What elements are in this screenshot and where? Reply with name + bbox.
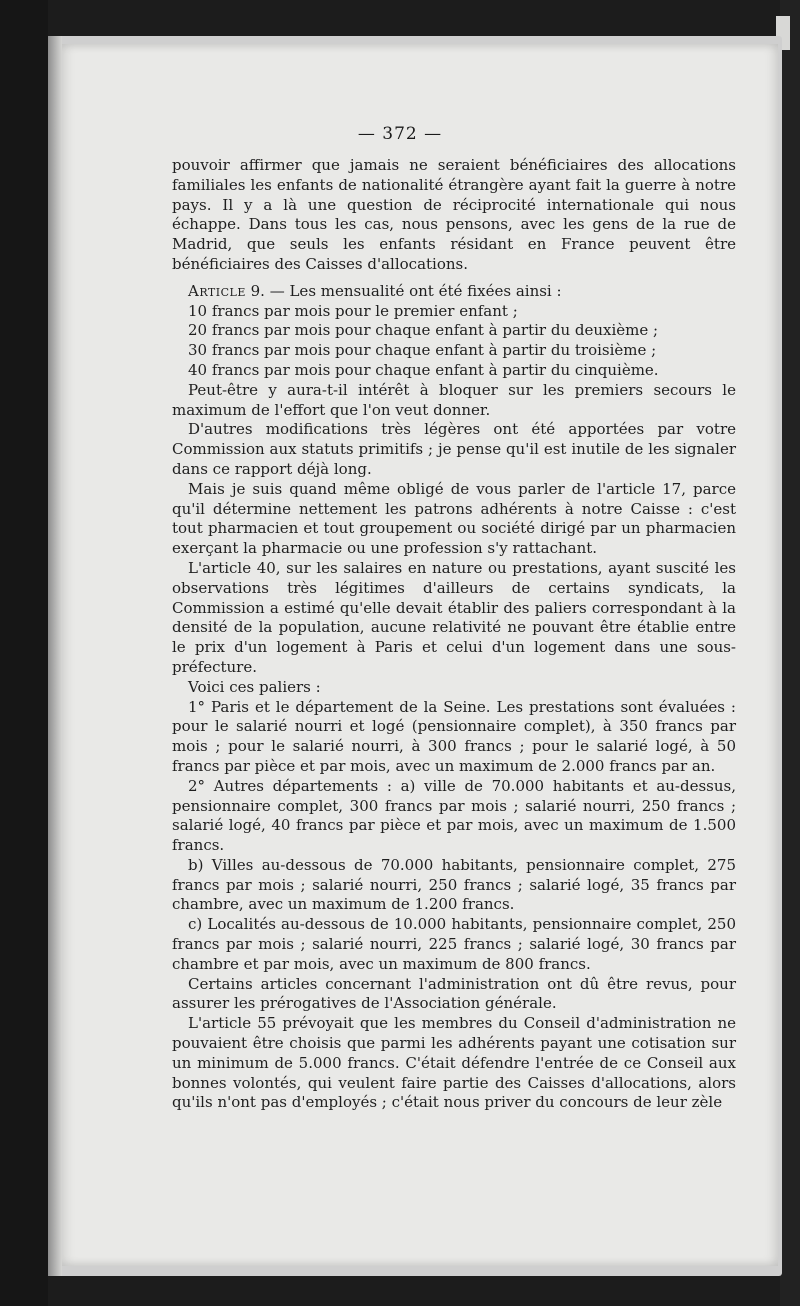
- scan-background-right: [780, 0, 800, 1306]
- list-item: 30 francs par mois pour chaque enfant à partir du troisième ;: [188, 341, 657, 360]
- body-text: [172, 156, 736, 1113]
- list-item: 20 francs par mois pour chaque enfant à partir du deuxième ;: [188, 321, 659, 340]
- list-item: 40 francs par mois pour chaque enfant à partir du cinquième.: [188, 360, 659, 379]
- article-label: Article: [188, 281, 246, 300]
- scan-background-left: [0, 0, 48, 1306]
- paragraph: Mais je suis quand même obligé de vous parler de l'article 17, parce qu'il détermine nettement les patrons adhérents à notre Caisse : c'est tout pharmacien et tout groupement ou société dirigé par un pharmacien exerçant la pharmacie ou une profession s'y rattachant.: [172, 479, 736, 558]
- paragraph: D'autres modifications très légères ont été apportées par votre Commission aux statuts primitifs ; je pense qu'il est inutile de les signaler dans ce rapport déjà long.: [172, 420, 736, 478]
- paragraph: L'article 40, sur les salaires en nature ou prestations, ayant suscité les observations très légitimes d'ailleurs de certains syndicats, la Commission a estimé qu'elle devait établir des paliers correspondant à la densité de la population, aucune relativité ne pouvant être établie entre le prix d'un logement à Paris et celui d'un logement dans une sous-préfecture.: [172, 558, 736, 676]
- list-item: 10 francs par mois pour le premier enfant ;: [188, 301, 518, 320]
- page-number: — 372 —: [357, 124, 443, 144]
- paragraph: 2° Autres départements : a) ville de 70.000 habitants et au-dessus, pensionnaire complet, 300 francs par mois ; salarié nourri, 250 francs ; salarié logé, 40 francs par pièce et par mois, avec un maximum de 1.500 francs.: [172, 776, 736, 855]
- paragraph: Peut-être y aura-t-il intérêt à bloquer sur les premiers secours le maximum de l'effort que l'on veut donner.: [172, 380, 736, 419]
- binding-strip: [48, 36, 62, 1276]
- paragraph-article-9: [172, 282, 736, 302]
- paragraph-1: pouvoir affirmer que jamais ne seraient bénéficiaires des allocations familiales les enfants de nationalité étrangère ayant fait la guerre à notre pays. Il y a là une question de réciprocité internationale qui nous échappe. Dans tous les cas, nous pensons, avec les gens de la rue de Madrid, que seuls les enfants résidant en France peuvent être bénéficiaires des Caisses d'allocations.: [172, 156, 736, 273]
- paragraph: Certains articles concernant l'administration ont dû être revus, pour assurer les prérogatives de l'Association générale.: [172, 974, 736, 1013]
- paragraph: 1° Paris et le département de la Seine. Les prestations sont évaluées : pour le salarié nourri et logé (pensionnaire complet), à 350 francs par mois ; pour le salarié nourri, à 300 francs ; pour le salarié logé, à 50 francs par pièce et par mois, avec un maximum de 2.000 francs par an.: [172, 697, 736, 775]
- paragraph: Voici ces paliers :: [188, 677, 321, 696]
- paragraph: b) Villes au-dessous de 70.000 habitants, pensionnaire complet, 275 francs par mois ; salarié nourri, 250 francs ; salarié logé, 35 francs par chambre, avec un maximum de 1.200 francs.: [172, 855, 736, 914]
- paragraph: c) Localités au-dessous de 10.000 habitants, pensionnaire complet, 250 francs par mois ; salarié nourri, 225 francs ; salarié logé, 30 francs par chambre et par mois, avec un maximum de 800 francs.: [172, 915, 736, 973]
- paragraph: L'article 55 prévoyait que les membres du Conseil d'administration ne pouvaient être choisis que parmi les adhérents payant une cotisation sur un minimum de 5.000 francs. C'était défendre l'entrée de ce Conseil aux bonnes volontés, qui veulent faire partie des Caisses d'allocations, alors qu'ils n'ont pas d'employés ; c'était nous priver du concours de leur zèle: [172, 1014, 736, 1112]
- article-9-text: 9. — Les mensualité ont été fixées ainsi :: [245, 281, 562, 300]
